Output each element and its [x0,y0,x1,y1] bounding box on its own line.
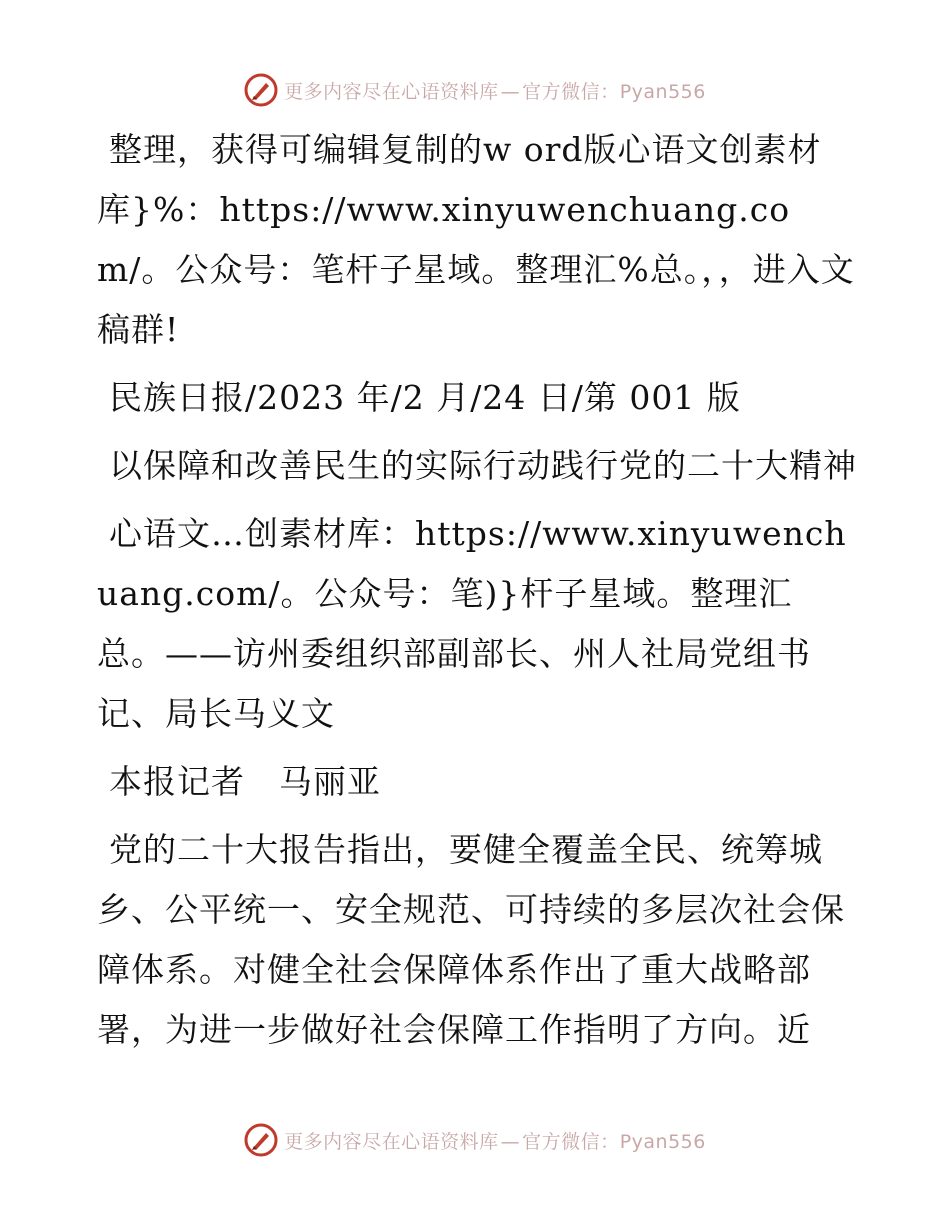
footer-banner-text [284,1127,706,1154]
header-banner [0,70,950,110]
paragraph-byline: 本报记者 马丽亚 [109,762,381,801]
paragraph-headline: 以保障和改善民生的实际行动践行党的二十大精神 [109,446,857,485]
footer-banner [0,1120,950,1160]
header-banner-text [284,77,706,104]
header-handle: Pyan556 [619,80,706,103]
footer-separator: — [500,1130,521,1153]
pen-logo-icon [244,1123,278,1157]
header-official-text: 官方微信： [522,80,620,103]
footer-site-text: 更多内容尽在心语资料库 [284,1130,499,1153]
header-separator: — [500,80,521,103]
paragraph-dateline: 民族日报/2023 年/2 月/24 日/第 001 版 [109,378,741,417]
document-body [97,120,857,1068]
paragraph-intro: 整理，获得可编辑复制的w ord版心语文创素材库}%：https://www.xinyuwenchuang.com/。公众号：笔杆子星域。整理汇%总。，，进入文稿群! [97,130,855,349]
paragraph-subheadline: 心语文…创素材库：https://www.xinyuwenchuang.com/。公众号：笔)}杆子星域。整理汇总。——访州委组织部副部长、州人社局党组书记、局长马义文 [97,514,847,733]
header-site-text: 更多内容尽在心语资料库 [284,80,499,103]
footer-handle: Pyan556 [619,1130,706,1153]
pen-logo-icon [244,73,278,107]
paragraph-body: 党的二十大报告指出，要健全覆盖全民、统筹城乡、公平统一、安全规范、可持续的多层次社会保障体系。对健全社会保障体系作出了重大战略部署，为进一步做好社会保障工作指明了方向。近 [97,830,845,1049]
footer-official-text: 官方微信： [522,1130,620,1153]
